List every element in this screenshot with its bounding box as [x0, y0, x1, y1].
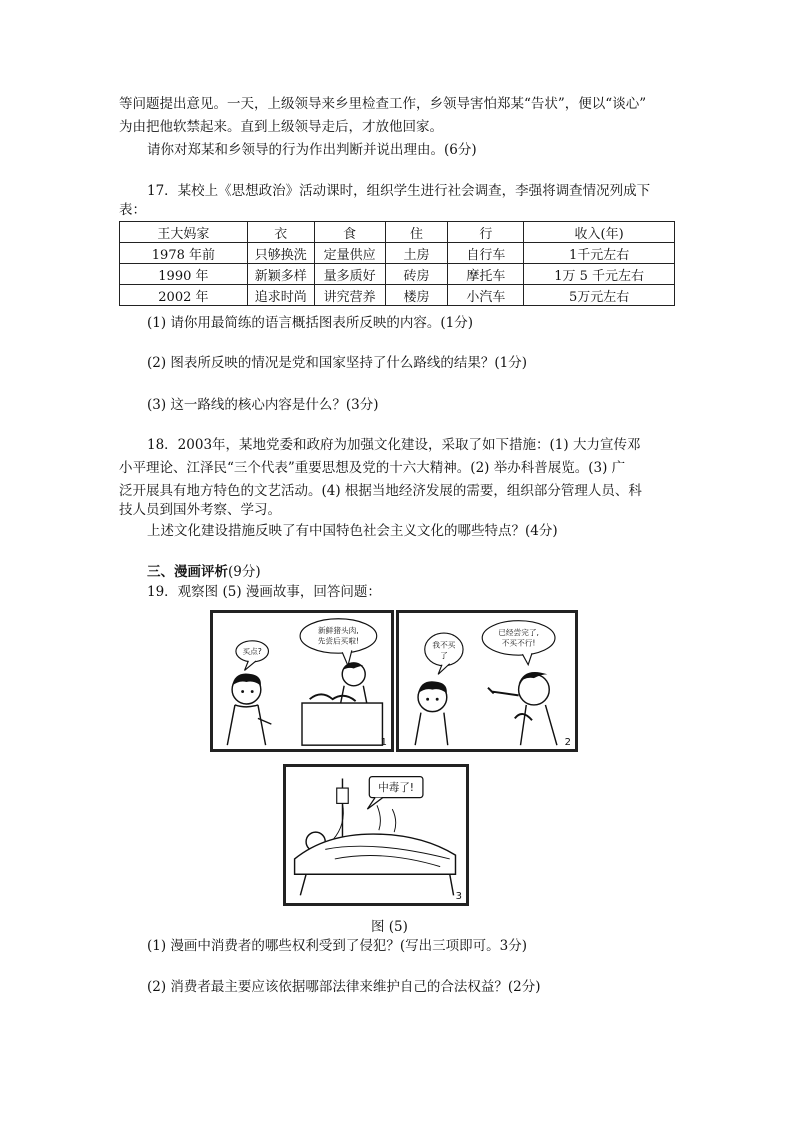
- patient-speech: 中毒了!: [378, 781, 414, 794]
- q19-sub-1: (1) 漫画中消费者的哪些权利受到了侵犯？(写出三项即可。3分): [147, 938, 528, 954]
- panel-number: 3: [455, 891, 462, 902]
- buyer-speech-line-2: 了: [440, 651, 448, 661]
- figure-caption: 图 (5): [371, 919, 408, 935]
- survey-table: [119, 221, 675, 306]
- comic-panel-1-drawing: [213, 613, 391, 749]
- table-header-cell: 王大妈家: [120, 222, 248, 243]
- q18-line-2: 小平理论、江泽民“三个代表”重要思想及党的十六大精神。(2) 举办科普展览。(3) 广: [119, 460, 626, 476]
- intro-question: 请你对郑某和乡领导的行为作出判断并说出理由。(6分): [147, 142, 477, 158]
- table-row: [120, 243, 675, 264]
- q19-intro: 19．观察图 (5) 漫画故事，回答问题：: [147, 584, 381, 600]
- table-cell: 楼房: [385, 285, 448, 306]
- table-cell: 摩托车: [448, 264, 524, 285]
- table-header-cell: 收入(年): [524, 222, 675, 243]
- table-cell: 土房: [385, 243, 448, 264]
- comic-panel-3-drawing: [286, 767, 466, 903]
- q17-sub-1: (1) 请你用最简练的语言概括图表所反映的内容。(1分): [147, 315, 474, 331]
- table-cell: 2002 年: [120, 285, 248, 306]
- table-header-cell: 住: [385, 222, 448, 243]
- table-header-row: [120, 222, 675, 243]
- q17-sub-3: (3) 这一路线的核心内容是什么？(3分): [147, 397, 379, 413]
- buyer-speech: 买点?: [242, 647, 262, 657]
- q18-line-4: 技人员到国外考察、学习。: [119, 502, 281, 518]
- table-cell: 讲究营养: [314, 285, 385, 306]
- section-points: (9分): [228, 564, 261, 580]
- q17-sub-2: (2) 图表所反映的情况是党和国家坚持了什么路线的结果？(1分): [147, 355, 528, 371]
- seller-speech-line-2: 不买不行!: [501, 638, 536, 648]
- table-cell: 1千元左右: [524, 243, 675, 264]
- table-cell: 量多质好: [314, 264, 385, 285]
- seller-speech-line-1: 已经尝完了,: [498, 628, 539, 638]
- seller-speech-line-2: 先尝后买啦!: [317, 636, 360, 646]
- panel-number: 1: [380, 737, 387, 748]
- table-cell: 5万元左右: [524, 285, 675, 306]
- section-heading: [147, 562, 261, 582]
- section-title: 三、漫画评析: [147, 564, 228, 580]
- table-cell: 只够换洗: [247, 243, 314, 264]
- comic-panel-3: [283, 764, 469, 906]
- seller-speech-line-1: 新鲜猪头肉,: [318, 626, 359, 636]
- table-header-cell: 衣: [247, 222, 314, 243]
- comic-panel-1: [210, 610, 394, 752]
- table-row: [120, 264, 675, 285]
- intro-line-2: 为由把他软禁起来。直到上级领导走后，才放他回家。: [119, 119, 443, 135]
- panel-number: 2: [564, 737, 571, 748]
- table-cell: 新颖多样: [247, 264, 314, 285]
- table-cell: 小汽车: [448, 285, 524, 306]
- q19-sub-2: (2) 消费者最主要应该依据哪部法律来维护自己的合法权益？(2分): [147, 979, 541, 995]
- q18-line-3: 泛开展具有地方特色的文艺活动。(4) 根据当地经济发展的需要，组织部分管理人员、科: [119, 483, 642, 499]
- table-cell: 定量供应: [314, 243, 385, 264]
- table-header-cell: 食: [314, 222, 385, 243]
- intro-line-1: 等问题提出意见。一天，上级领导来乡里检查工作，乡领导害怕郑某“告状”，便以“谈心”: [119, 96, 647, 112]
- table-cell: 1万 5 千元左右: [524, 264, 675, 285]
- q17-intro-line-2: 表：: [119, 202, 146, 218]
- table-cell: 追求时尚: [247, 285, 314, 306]
- buyer-speech-line-1: 我不买: [432, 640, 456, 650]
- q18-question: 上述文化建设措施反映了有中国特色社会主义文化的哪些特点？(4分): [147, 523, 558, 539]
- table-header-cell: 行: [448, 222, 524, 243]
- q18-line-1: 18．2003年，某地党委和政府为加强文化建设，采取了如下措施：(1) 大力宣传邓: [147, 437, 641, 453]
- q17-intro-line-1: 17．某校上《思想政治》活动课时，组织学生进行社会调查，李强将调查情况列成下: [147, 183, 651, 199]
- table-cell: 砖房: [385, 264, 448, 285]
- comic-panel-2: [396, 610, 578, 752]
- table-cell: 1990 年: [120, 264, 248, 285]
- table-cell: 1978 年前: [120, 243, 248, 264]
- table-cell: 自行车: [448, 243, 524, 264]
- comic-panel-2-drawing: [399, 613, 575, 749]
- table-row: [120, 285, 675, 306]
